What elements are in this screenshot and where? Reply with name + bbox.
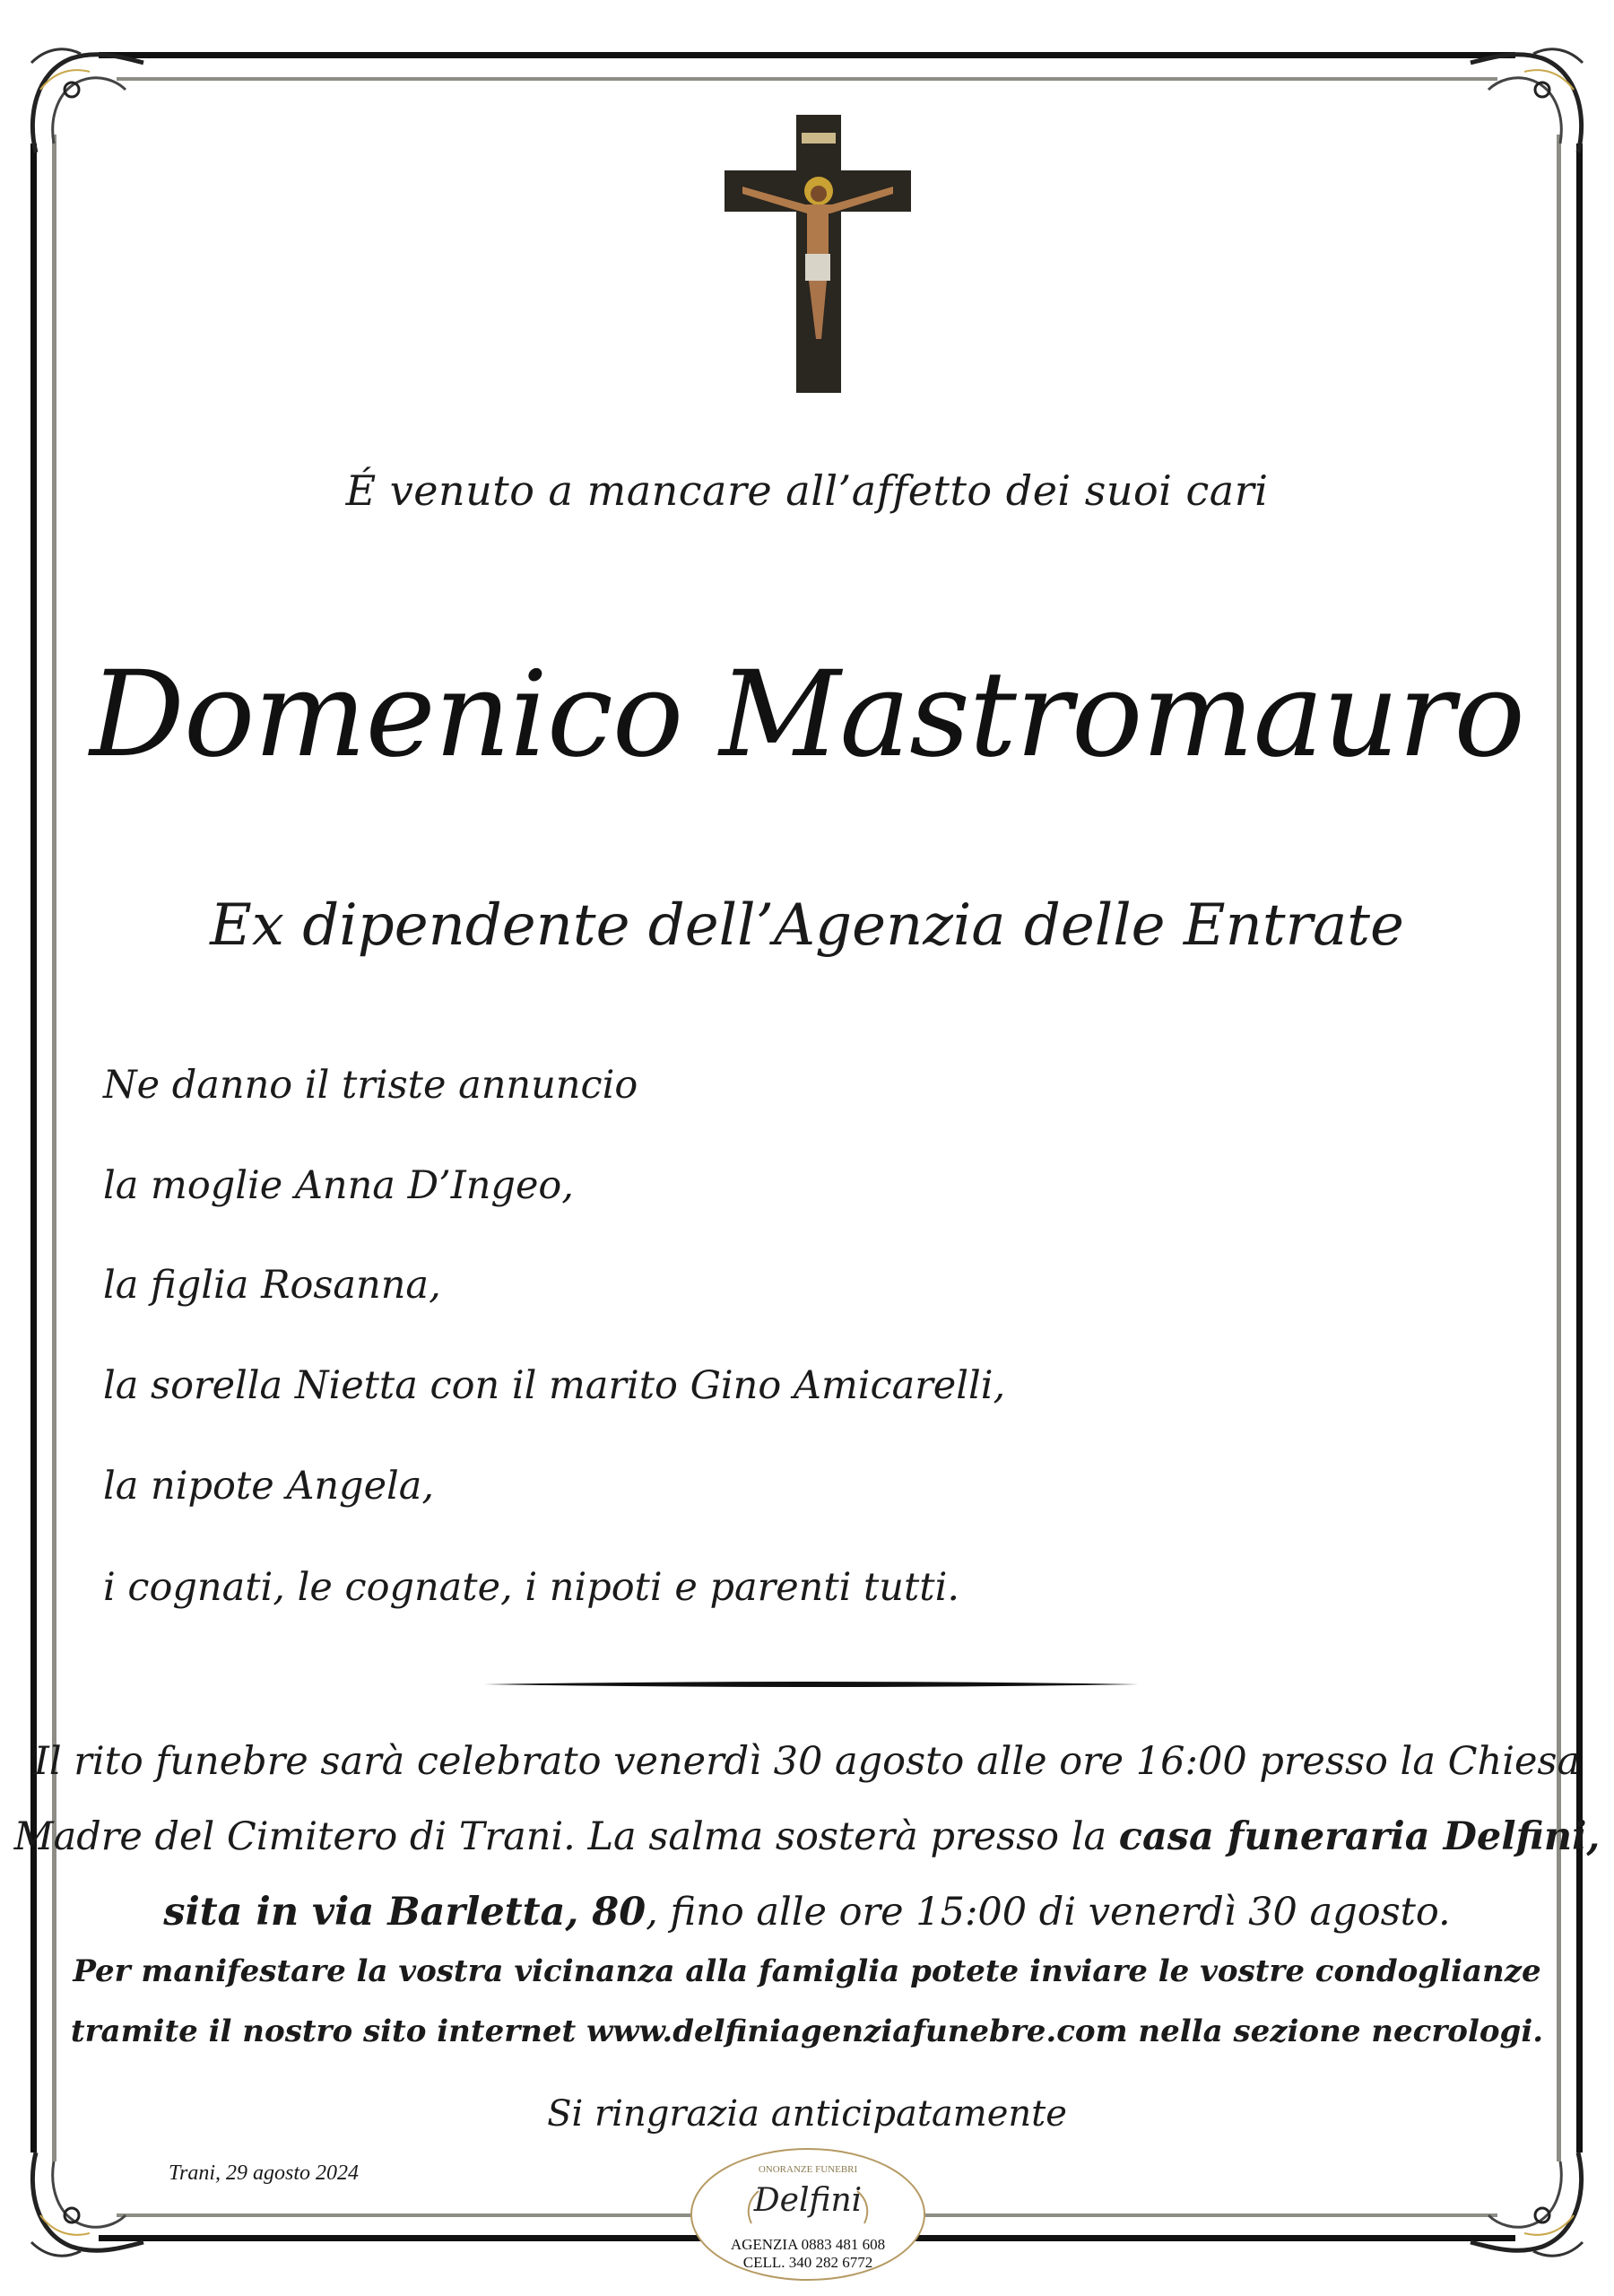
- family-line: la figlia Rosanna,: [103, 1263, 441, 1308]
- family-line: la sorella Nietta con il marito Gino Amicarelli,: [103, 1363, 1006, 1408]
- funeral-line-2: [0, 1799, 1614, 1874]
- family-line: Ne danno il triste annuncio: [103, 1063, 638, 1108]
- funeral-home-name: casa funeraria Delfini,: [1118, 1814, 1601, 1859]
- section-divider: [484, 1681, 1139, 1688]
- flourish-icon: [18, 2135, 152, 2269]
- thanks-text: Si ringrazia anticipatamente: [547, 2093, 1067, 2135]
- logo-tagline: ONORANZE FUNEBRI: [758, 2164, 858, 2175]
- deceased-name: Domenico Mastromauro: [90, 646, 1524, 784]
- flourish-icon: [1462, 36, 1596, 170]
- intro-text: É venuto a mancare all’affetto dei suoi cari: [345, 466, 1269, 515]
- funeral-line-3-text: , fino alle ore 15:00 di venerdì 30 agosto.: [646, 1890, 1451, 1935]
- logo-agency-phone: AGENZIA 0883 481 608: [730, 2236, 886, 2253]
- condolences-line-1: Per manifestare la vostra vicinanza alla famiglia potete inviare le vostre condoglianze: [73, 1953, 1541, 1989]
- family-line: la moglie Anna D’Ingeo,: [103, 1163, 574, 1208]
- funeral-line-1: Il rito funebre sarà celebrato venerdì 30 agosto alle ore 16:00 presso la Chiesa: [33, 1739, 1581, 1784]
- crucifix-icon: [725, 115, 911, 393]
- notice-date: Trani, 29 agosto 2024: [169, 2161, 360, 2185]
- funeral-home-address: sita in via Barletta, 80: [163, 1890, 646, 1935]
- corner-ornament-bottom-left: [18, 2135, 152, 2269]
- flourish-icon: [18, 36, 152, 170]
- agency-logo: [690, 2148, 925, 2281]
- funeral-line-2-text: Madre del Cimitero di Trani. La salma sosterà presso la: [13, 1814, 1119, 1859]
- corner-ornament-top-left: [18, 36, 152, 170]
- family-line: la nipote Angela,: [103, 1464, 435, 1509]
- corner-ornament-bottom-right: [1462, 2135, 1596, 2269]
- funeral-line-3: [0, 1874, 1614, 1950]
- frame-top-inner-line: [117, 77, 1497, 81]
- condolences-line-2: tramite il nostro sito internet www.delfiniagenziafunebre.com nella sezione necrologi.: [70, 2013, 1544, 2049]
- corner-ornament-top-right: [1462, 36, 1596, 170]
- logo-cell-phone: CELL. 340 282 6772: [742, 2254, 873, 2271]
- logo-brand: Delfini: [753, 2182, 863, 2219]
- flourish-icon: [1462, 2135, 1596, 2269]
- family-line: i cognati, le cognate, i nipoti e parenti tutti.: [103, 1565, 959, 1610]
- frame-top-line: [99, 52, 1515, 58]
- deceased-role: Ex dipendente dell’Agenzia delle Entrate: [210, 892, 1404, 959]
